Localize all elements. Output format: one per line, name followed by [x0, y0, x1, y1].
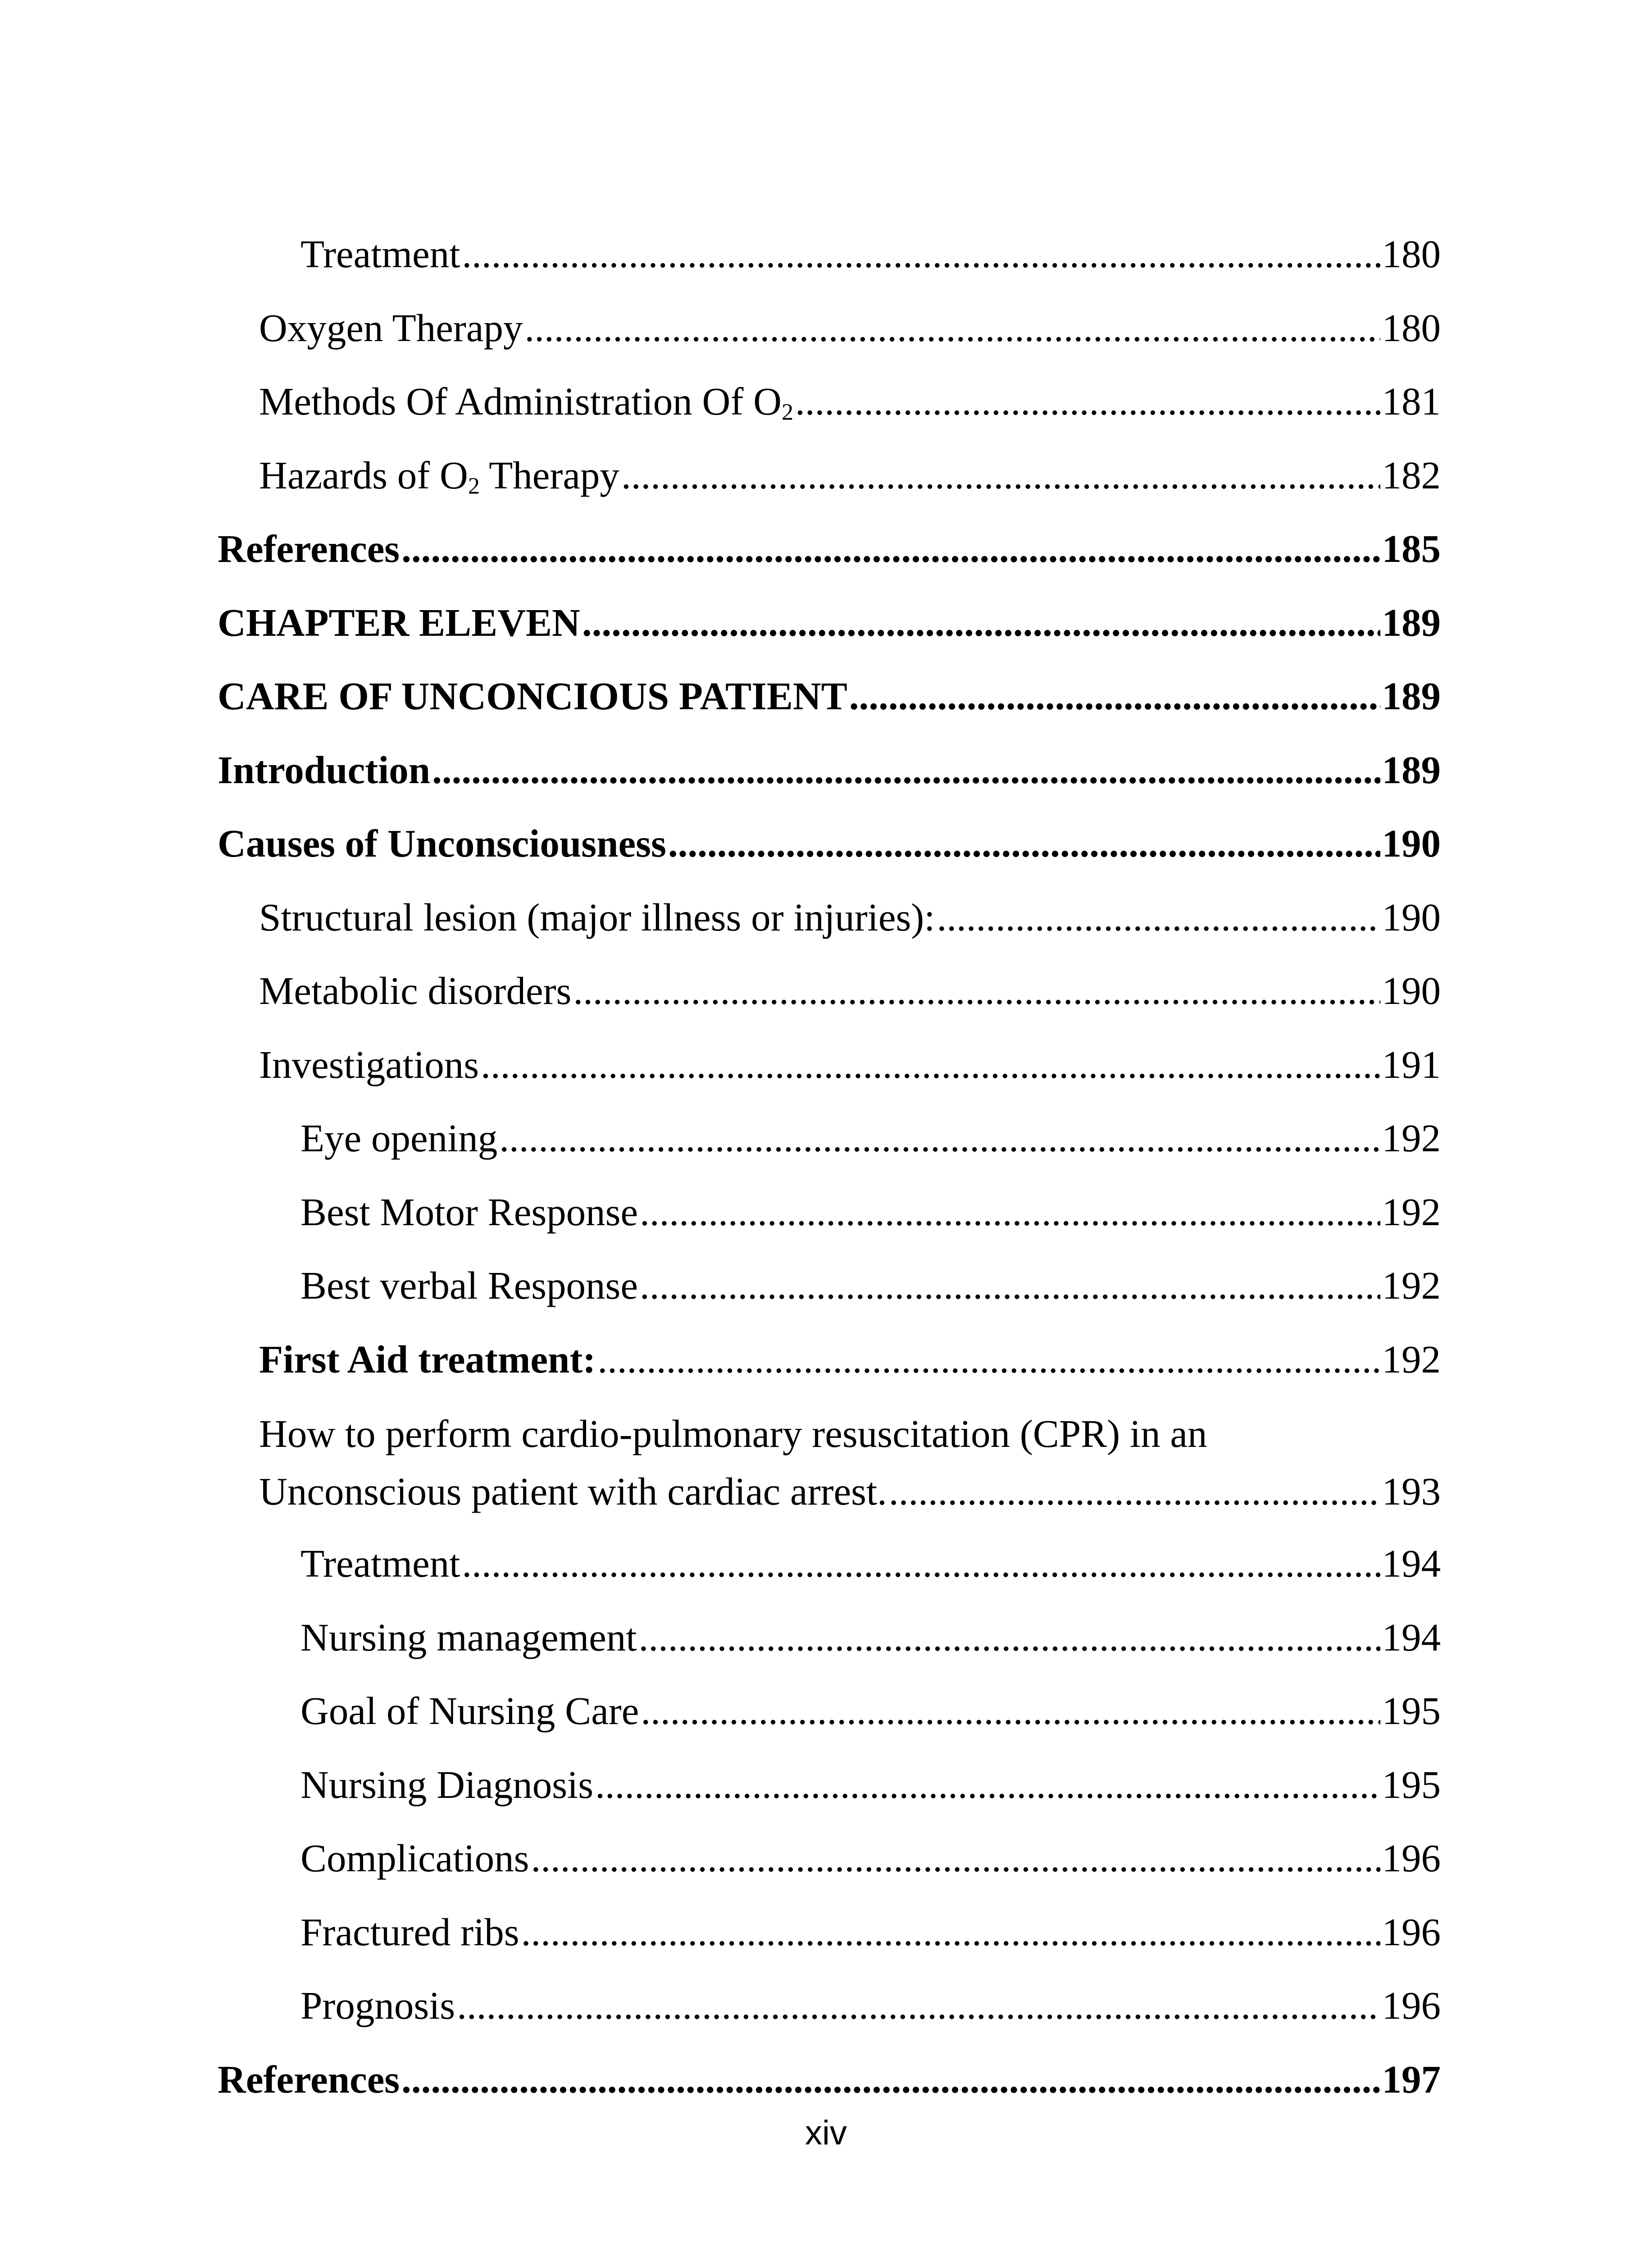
toc-entry-title	[218, 807, 666, 880]
toc-entry-title-text: Nursing management	[300, 1615, 637, 1659]
toc-entry-title	[218, 2043, 400, 2116]
dot-leader	[462, 1527, 1380, 1601]
toc-entry-title-text: CHAPTER ELEVEN	[218, 600, 580, 644]
toc-entry	[218, 1895, 1441, 1969]
toc-entry-title-text: Best verbal Response	[300, 1263, 638, 1307]
toc-entry-title-rest: Therapy	[479, 453, 619, 497]
toc-entry-title-text: CARE OF UNCONCIOUS PATIENT	[218, 674, 847, 718]
toc-entry	[218, 733, 1441, 807]
toc-entry-page: 182	[1382, 453, 1441, 497]
toc-entry	[218, 291, 1441, 365]
toc-entry-page: 192	[1382, 1263, 1441, 1307]
dot-leader	[640, 1175, 1380, 1249]
toc-entry-page: 194	[1382, 1615, 1441, 1659]
toc-entry-title	[259, 1323, 596, 1396]
toc-entry-title-text: References	[218, 2057, 400, 2101]
toc-entry-title-text: Methods Of Administration Of O	[259, 379, 782, 423]
toc-entry-title	[259, 1028, 479, 1102]
toc-entry-page: 194	[1382, 1542, 1441, 1585]
toc-entry-page: 180	[1382, 232, 1441, 276]
dot-leader	[641, 1674, 1380, 1748]
dot-leader	[595, 1748, 1380, 1822]
toc-entry-page: 185	[1382, 527, 1441, 570]
toc-entry	[218, 1101, 1441, 1175]
toc-entry-page: 196	[1382, 1910, 1441, 1954]
toc-entry-page: 193	[1382, 1469, 1441, 1513]
toc-entry	[218, 1175, 1441, 1249]
toc-entry-title-text: References	[218, 527, 400, 570]
toc-entry-title-text: Causes of Unconsciousness	[218, 821, 666, 865]
toc-entry-page: 191	[1382, 1042, 1441, 1086]
toc-entry	[218, 1674, 1441, 1748]
toc-entry-page: 189	[1382, 674, 1441, 718]
dot-leader	[481, 1028, 1380, 1102]
toc-entry	[218, 217, 1441, 291]
toc-entry-page: 192	[1382, 1116, 1441, 1160]
toc-entry-title	[300, 1175, 638, 1249]
toc-entry	[218, 1323, 1441, 1396]
toc-entry-title-text: Prognosis	[300, 1984, 455, 2027]
toc-entry	[218, 365, 1441, 438]
dot-leader	[401, 2043, 1380, 2116]
toc-entry-title	[259, 438, 619, 512]
toc-entry-title	[218, 512, 400, 586]
dot-leader	[432, 733, 1380, 807]
dot-leader	[621, 438, 1380, 512]
dot-leader	[849, 659, 1380, 733]
toc-entry-line	[259, 1463, 1441, 1520]
toc-entry-page: 190	[1382, 895, 1441, 939]
toc-entry	[218, 1821, 1441, 1895]
toc-entry-title-text: Best Motor Response	[300, 1190, 638, 1234]
dot-leader	[401, 512, 1380, 586]
toc-entry-page: 180	[1382, 306, 1441, 350]
dot-leader	[582, 586, 1380, 660]
table-of-contents	[218, 217, 1441, 2116]
toc-entry	[218, 586, 1441, 660]
toc-entry	[218, 1249, 1441, 1323]
dot-leader	[462, 217, 1380, 291]
toc-entry	[218, 512, 1441, 586]
toc-entry	[218, 2043, 1441, 2116]
toc-entry-title	[218, 659, 847, 733]
toc-entry	[218, 1527, 1441, 1601]
toc-entry	[218, 1748, 1441, 1822]
toc-entry-page: 196	[1382, 1984, 1441, 2027]
dot-leader	[573, 954, 1380, 1028]
toc-entry	[218, 1396, 1441, 1527]
toc-entry-page: 192	[1382, 1337, 1441, 1381]
toc-entry-title	[218, 733, 430, 807]
dot-leader	[499, 1101, 1380, 1175]
toc-entry-title-text: First Aid treatment:	[259, 1337, 596, 1381]
toc-entry-page: 181	[1382, 379, 1441, 423]
toc-entry-page: 195	[1382, 1689, 1441, 1733]
dot-leader	[668, 807, 1380, 880]
toc-entry-title	[300, 1101, 497, 1175]
toc-entry-title	[300, 1674, 639, 1748]
toc-entry-title	[259, 365, 793, 438]
toc-entry	[218, 1969, 1441, 2043]
toc-entry-title-text: Fractured ribs	[300, 1910, 519, 1954]
dot-leader	[795, 365, 1380, 438]
toc-entry-title-text: Eye opening	[300, 1116, 498, 1160]
toc-entry-page: 192	[1382, 1190, 1441, 1234]
toc-entry-title-text: Treatment	[300, 1542, 460, 1585]
toc-entry-title	[300, 1527, 460, 1601]
toc-entry-title-text: Metabolic disorders	[259, 969, 572, 1012]
page-number-footer: xiv	[805, 2114, 847, 2152]
toc-entry-title	[259, 291, 523, 365]
toc-entry	[218, 1028, 1441, 1102]
toc-entry-title	[300, 1969, 455, 2043]
subscript: 2	[781, 399, 794, 425]
toc-entry-page: 195	[1382, 1762, 1441, 1806]
toc-entry-title	[300, 1895, 519, 1969]
toc-entry-title	[300, 1601, 637, 1674]
toc-entry-title-text: Structural lesion (major illness or injuries):	[259, 895, 935, 939]
dot-leader	[457, 1969, 1380, 2043]
dot-leader	[531, 1821, 1380, 1895]
toc-entry-page: 189	[1382, 600, 1441, 644]
toc-entry-title: How to perform cardio-pulmonary resuscitation (CPR) in an	[259, 1412, 1207, 1455]
toc-entry-title-text: Complications	[300, 1836, 529, 1880]
toc-entry	[218, 807, 1441, 880]
toc-entry-title-text: Nursing Diagnosis	[300, 1762, 594, 1806]
toc-entry-title-text: Hazards of O	[259, 453, 468, 497]
dot-leader	[640, 1249, 1380, 1323]
toc-entry-title	[259, 880, 935, 954]
toc-entry-title	[300, 1249, 638, 1323]
toc-entry	[218, 1601, 1441, 1674]
subscript: 2	[468, 472, 480, 499]
toc-entry-page: 197	[1382, 2057, 1441, 2101]
toc-entry-page: 190	[1382, 969, 1441, 1012]
dot-leader	[524, 291, 1380, 365]
toc-entry-page: 190	[1382, 821, 1441, 865]
toc-entry	[218, 954, 1441, 1028]
toc-entry-title-text: Treatment	[300, 232, 460, 276]
toc-entry-title	[300, 1821, 529, 1895]
toc-entry	[218, 880, 1441, 954]
toc-entry-title	[218, 586, 580, 660]
dot-leader	[597, 1323, 1380, 1396]
toc-entry-title-text: Oxygen Therapy	[259, 306, 523, 350]
dot-leader	[521, 1895, 1380, 1969]
dot-leader	[639, 1601, 1380, 1674]
toc-entry	[218, 438, 1441, 512]
toc-entry-page: 189	[1382, 748, 1441, 792]
toc-entry-title-text: Introduction	[218, 748, 431, 792]
toc-entry-page: 196	[1382, 1836, 1441, 1880]
toc-entry-title	[300, 217, 460, 291]
dot-leader	[889, 1463, 1380, 1520]
toc-entry-title-continued: Unconscious patient with cardiac arrest.	[259, 1469, 887, 1513]
dot-leader	[937, 880, 1380, 954]
toc-entry-title	[300, 1748, 593, 1822]
toc-entry-title-text: Investigations	[259, 1042, 479, 1086]
toc-entry-title	[259, 954, 571, 1028]
toc-entry-title-text: Goal of Nursing Care	[300, 1689, 639, 1733]
toc-entry	[218, 659, 1441, 733]
